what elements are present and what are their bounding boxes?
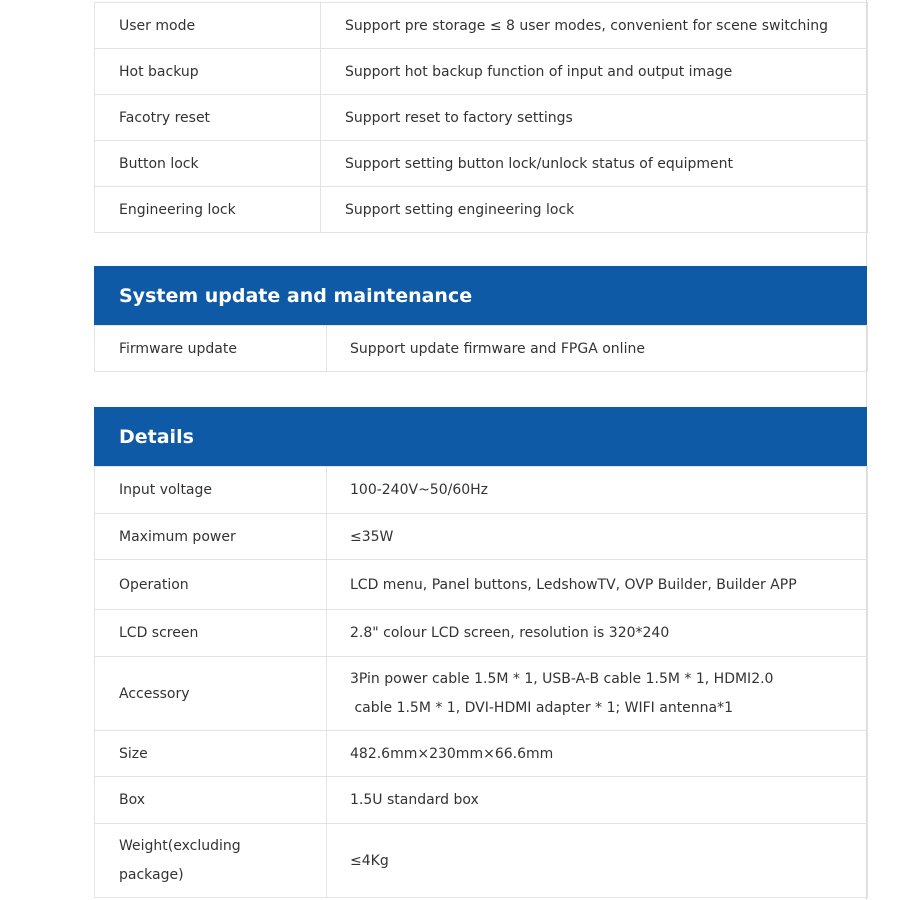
table-row [95,560,868,610]
row-value: Support setting engineering lock [321,187,868,233]
row-value: Support hot backup function of input and output image [321,49,868,95]
row-value: LCD menu, Panel buttons, LedshowTV, OVP Builder, Builder APP [327,560,868,610]
table-row [95,777,868,824]
row-label: Hot backup [95,49,321,95]
row-label: User mode [95,3,321,49]
row-label: LCD screen [95,610,327,657]
row-label: Maximum power [95,514,327,560]
row-value [327,657,868,731]
table-row [95,187,868,233]
row-label-line: package) [119,866,184,883]
row-value-line: cable 1.5M * 1, DVI-HDMI adapter * 1; WIFI antenna*1 [350,699,734,716]
table-row [95,95,868,141]
row-value-line: 3Pin power cable 1.5M * 1, USB-A-B cable 1.5M * 1, HDMI2.0 [350,670,774,687]
table-row [95,49,868,95]
details-table [94,466,868,898]
row-label [95,824,327,898]
row-label: Button lock [95,141,321,187]
row-value: 1.5U standard box [327,777,868,824]
row-value: 100-240V~50/60Hz [327,467,868,514]
row-label: Facotry reset [95,95,321,141]
details-section-title: Details [94,407,867,466]
system-update-table [94,325,868,372]
row-value: ≤35W [327,514,868,560]
row-label: Accessory [95,657,327,731]
table-row [95,824,868,898]
row-value: Support update firmware and FPGA online [327,326,868,372]
table-row [95,731,868,777]
table-row [95,657,868,731]
row-value: Support setting button lock/unlock status of equipment [321,141,868,187]
row-label: Input voltage [95,467,327,514]
row-label: Firmware update [95,326,327,372]
table-row [95,3,868,49]
row-value: 2.8" colour LCD screen, resolution is 320*240 [327,610,868,657]
table-row [95,326,868,372]
system-update-section-title: System update and maintenance [94,266,867,325]
row-value: Support pre storage ≤ 8 user modes, convenient for scene switching [321,3,868,49]
control-spec-table [94,2,868,233]
row-label: Box [95,777,327,824]
row-value: 482.6mm×230mm×66.6mm [327,731,868,777]
table-row [95,141,868,187]
row-value: ≤4Kg [327,824,868,898]
row-label: Engineering lock [95,187,321,233]
table-row [95,610,868,657]
table-row [95,467,868,514]
table-row [95,514,868,560]
row-label: Operation [95,560,327,610]
row-value: Support reset to factory settings [321,95,868,141]
row-label: Size [95,731,327,777]
row-label-line: Weight(excluding [119,837,241,854]
